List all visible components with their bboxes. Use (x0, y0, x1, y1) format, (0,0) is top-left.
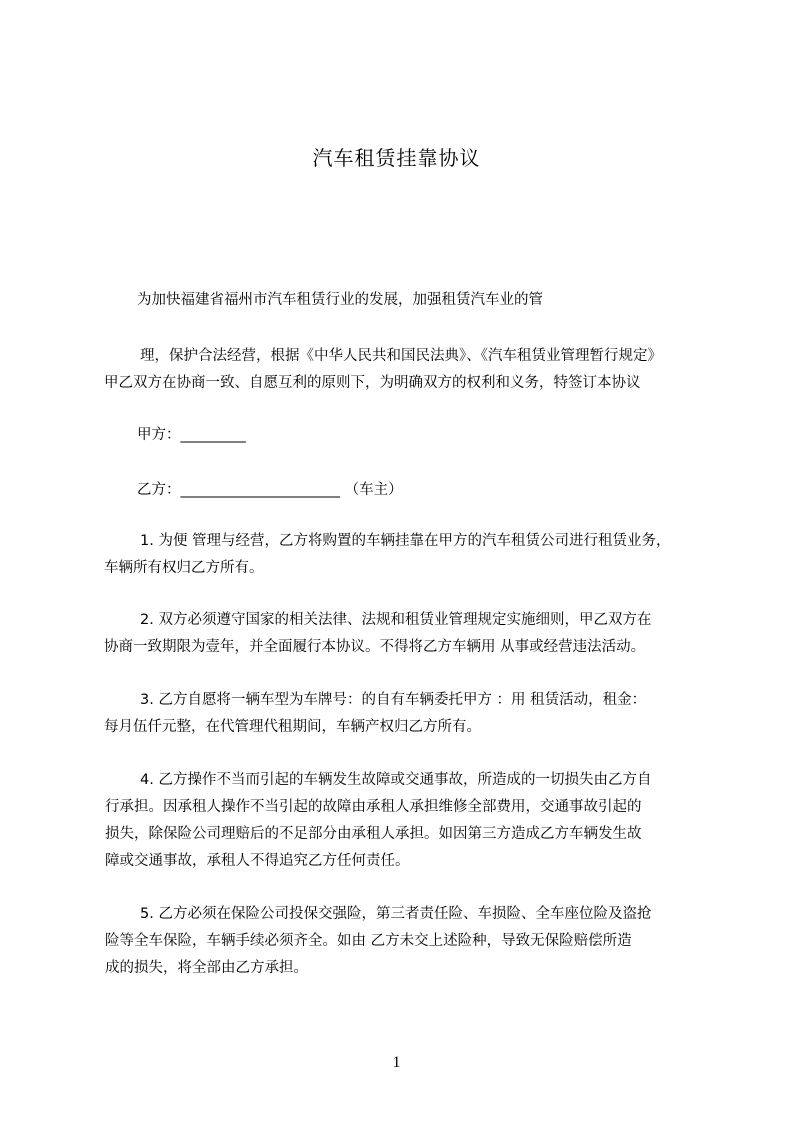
page-number: 1 (392, 1054, 401, 1071)
intro-line-2: 理，保护合法经营，根据《中华人民共和国民法典》、《汽车租赁业管理暂行规定》 (140, 348, 662, 364)
clause-3-line-1: 3. 乙方自愿将一辆车型为车牌号：的自有车辆委托甲方 ：用 租赁活动，租金： (140, 692, 647, 708)
clause-2-line-2: 协商一致期限为壹年，并全面履行本协议。不得将乙方车辆用 从事或经营违法活动。 (104, 639, 646, 655)
clause-4-line-1: 4. 乙方操作不当而引起的车辆发生故障或交通事故，所造成的一切损失由乙方自 (140, 772, 652, 788)
document-title: 汽车租赁挂靠协议 (312, 146, 481, 170)
clause-5-line-3: 成的损失，将全部由乙方承担。 (105, 960, 308, 976)
clause-5-line-1: 5. 乙方必须在保险公司投保交强险，第三者责任险、车损险、全车座位险及盗抢 (140, 906, 652, 922)
clause-4-line-2: 行承担。因承租人操作不当引起的故障由承租人承担维修全部费用，交通事故引起的 (105, 799, 642, 815)
clause-1-line-1: 1. 为便 管理与经营，乙方将购置的车辆挂靠在甲方的汽车租赁公司进行租赁业务， (140, 533, 671, 549)
intro-line-3: 甲乙双方在协商一致、自愿互利的原则下，为明确双方的权利和义务，特签订本协议 (104, 375, 641, 391)
clause-3-line-2: 每月伍仟元整，在代管理代租期间，车辆产权归乙方所有。 (104, 719, 481, 735)
party-a-line: 甲方：_________ (137, 427, 246, 443)
intro-line-1: 为加快福建省福州市汽车租赁行业的发展，加强租赁汽车业的管 (137, 292, 543, 308)
clause-4-line-4: 障或交通事故，承租人不得追究乙方任何责任。 (105, 853, 410, 869)
clause-1-line-2: 车辆所有权归乙方所有。 (104, 560, 264, 576)
party-b-line: 乙方：______________________ （车主） (137, 482, 403, 498)
clause-5-line-2: 险等全车保险，车辆手续必须齐全。如由 乙方未交上述险种，导致无保险赔偿所造 (105, 933, 632, 949)
clause-2-line-1: 2. 双方必须遵守国家的相关法律、法规和租赁业管理规定实施细则，甲乙双方在 (140, 612, 652, 628)
clause-4-line-3: 损失，除保险公司理赔后的不足部分由承租人承担。如因第三方造成乙方车辆发生故 (105, 826, 642, 842)
